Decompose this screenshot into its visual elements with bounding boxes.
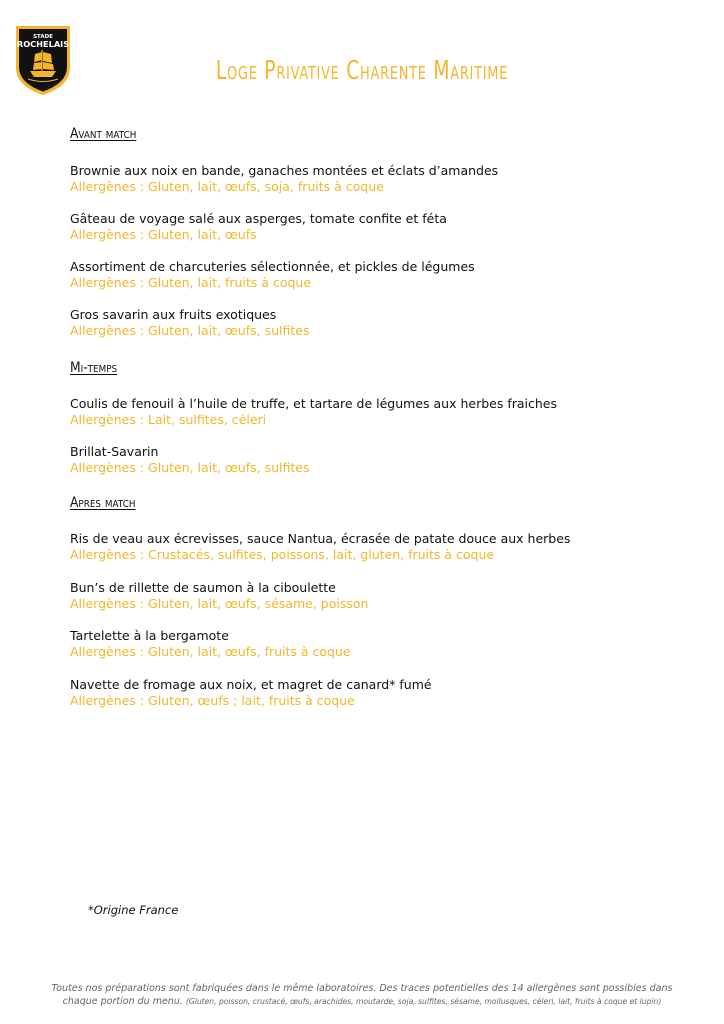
menu-item-allergens: Allergènes : Gluten, lait, œufs — [70, 227, 257, 242]
menu-item — [70, 259, 690, 291]
menu-item-allergens: Allergènes : Gluten, lait, œufs, fruits à coque — [70, 644, 351, 659]
disclaimer-line-1: Toutes nos préparations sont fabriquées dans le même laboratoires. Des traces potentielles des 14 allergènes sont possibles dans — [51, 983, 673, 994]
section-title-avant-match: Avant match — [70, 126, 137, 142]
menu-item-name: Navette de fromage aux noix, et magret de canard* fumé — [70, 677, 432, 692]
menu-item-allergens: Allergènes : Crustacés, sulfites, poissons, lait, gluten, fruits à coque — [70, 547, 495, 562]
menu-item-name: Brillat-Savarin — [70, 444, 159, 459]
menu-item-name: Gâteau de voyage salé aux asperges, tomate confite et féta — [70, 211, 447, 226]
menu-item — [70, 580, 690, 612]
menu-item-allergens: Allergènes : Gluten, lait, œufs, sésame, poisson — [70, 596, 369, 611]
menu-item-name: Brownie aux noix en bande, ganaches montées et éclats d’amandes — [70, 163, 499, 178]
menu-item-name: Assortiment de charcuteries sélectionnée, et pickles de légumes — [70, 259, 475, 274]
menu-item-allergens: Allergènes : Gluten, lait, œufs, soja, fruits à coque — [70, 179, 384, 194]
menu-item-name: Bun’s de rillette de saumon à la ciboulette — [70, 580, 336, 595]
section-title-apres-match: Apres match — [70, 495, 136, 511]
menu-item — [70, 163, 690, 195]
disclaimer-allergen-list: (Gluten, poisson, crustacé, œufs, arachides, moutarde, soja, sulfites, sésame, mollusques, céleri, lait, fruits à coque et lupin) — [185, 997, 662, 1006]
stade-rochelais-logo — [12, 22, 74, 98]
disclaimer-line-2-text: chaque portion du menu. — [62, 996, 183, 1007]
menu-item — [70, 211, 690, 243]
allergen-disclaimer — [40, 982, 684, 1008]
menu-item-name: Coulis de fenouil à l’huile de truffe, et tartare de légumes aux herbes fraiches — [70, 396, 557, 411]
disclaimer-line-2 — [40, 995, 684, 1008]
menu-item-allergens: Allergènes : Gluten, lait, œufs, sulfites — [70, 323, 310, 338]
svg-text:ROCHELAIS: ROCHELAIS — [16, 39, 70, 49]
menu-item-allergens: Allergènes : Lait, sulfites, céleri — [70, 412, 267, 427]
menu-item — [70, 677, 690, 709]
section-title-mi-temps: Mi-temps — [70, 360, 118, 376]
menu-item — [70, 531, 690, 563]
menu-item-allergens: Allergènes : Gluten, lait, fruits à coque — [70, 275, 312, 290]
menu-item-allergens: Allergènes : Gluten, œufs ; lait, fruits à coque — [70, 693, 355, 708]
menu-item — [70, 396, 690, 428]
menu-item — [70, 444, 690, 476]
menu-item-name: Gros savarin aux fruits exotiques — [70, 307, 277, 322]
svg-text:STADE: STADE — [33, 34, 53, 40]
page-title: Loge Privative Charente Maritime — [215, 56, 509, 86]
menu-item-name: Tartelette à la bergamote — [70, 628, 229, 643]
menu-item-allergens: Allergènes : Gluten, lait, œufs, sulfites — [70, 460, 310, 475]
menu-item — [70, 307, 690, 339]
origin-note: *Origine France — [88, 903, 179, 917]
menu-item-name: Ris de veau aux écrevisses, sauce Nantua, écrasée de patate douce aux herbes — [70, 531, 571, 546]
menu-item — [70, 628, 690, 660]
shield-logo-icon — [12, 22, 74, 98]
